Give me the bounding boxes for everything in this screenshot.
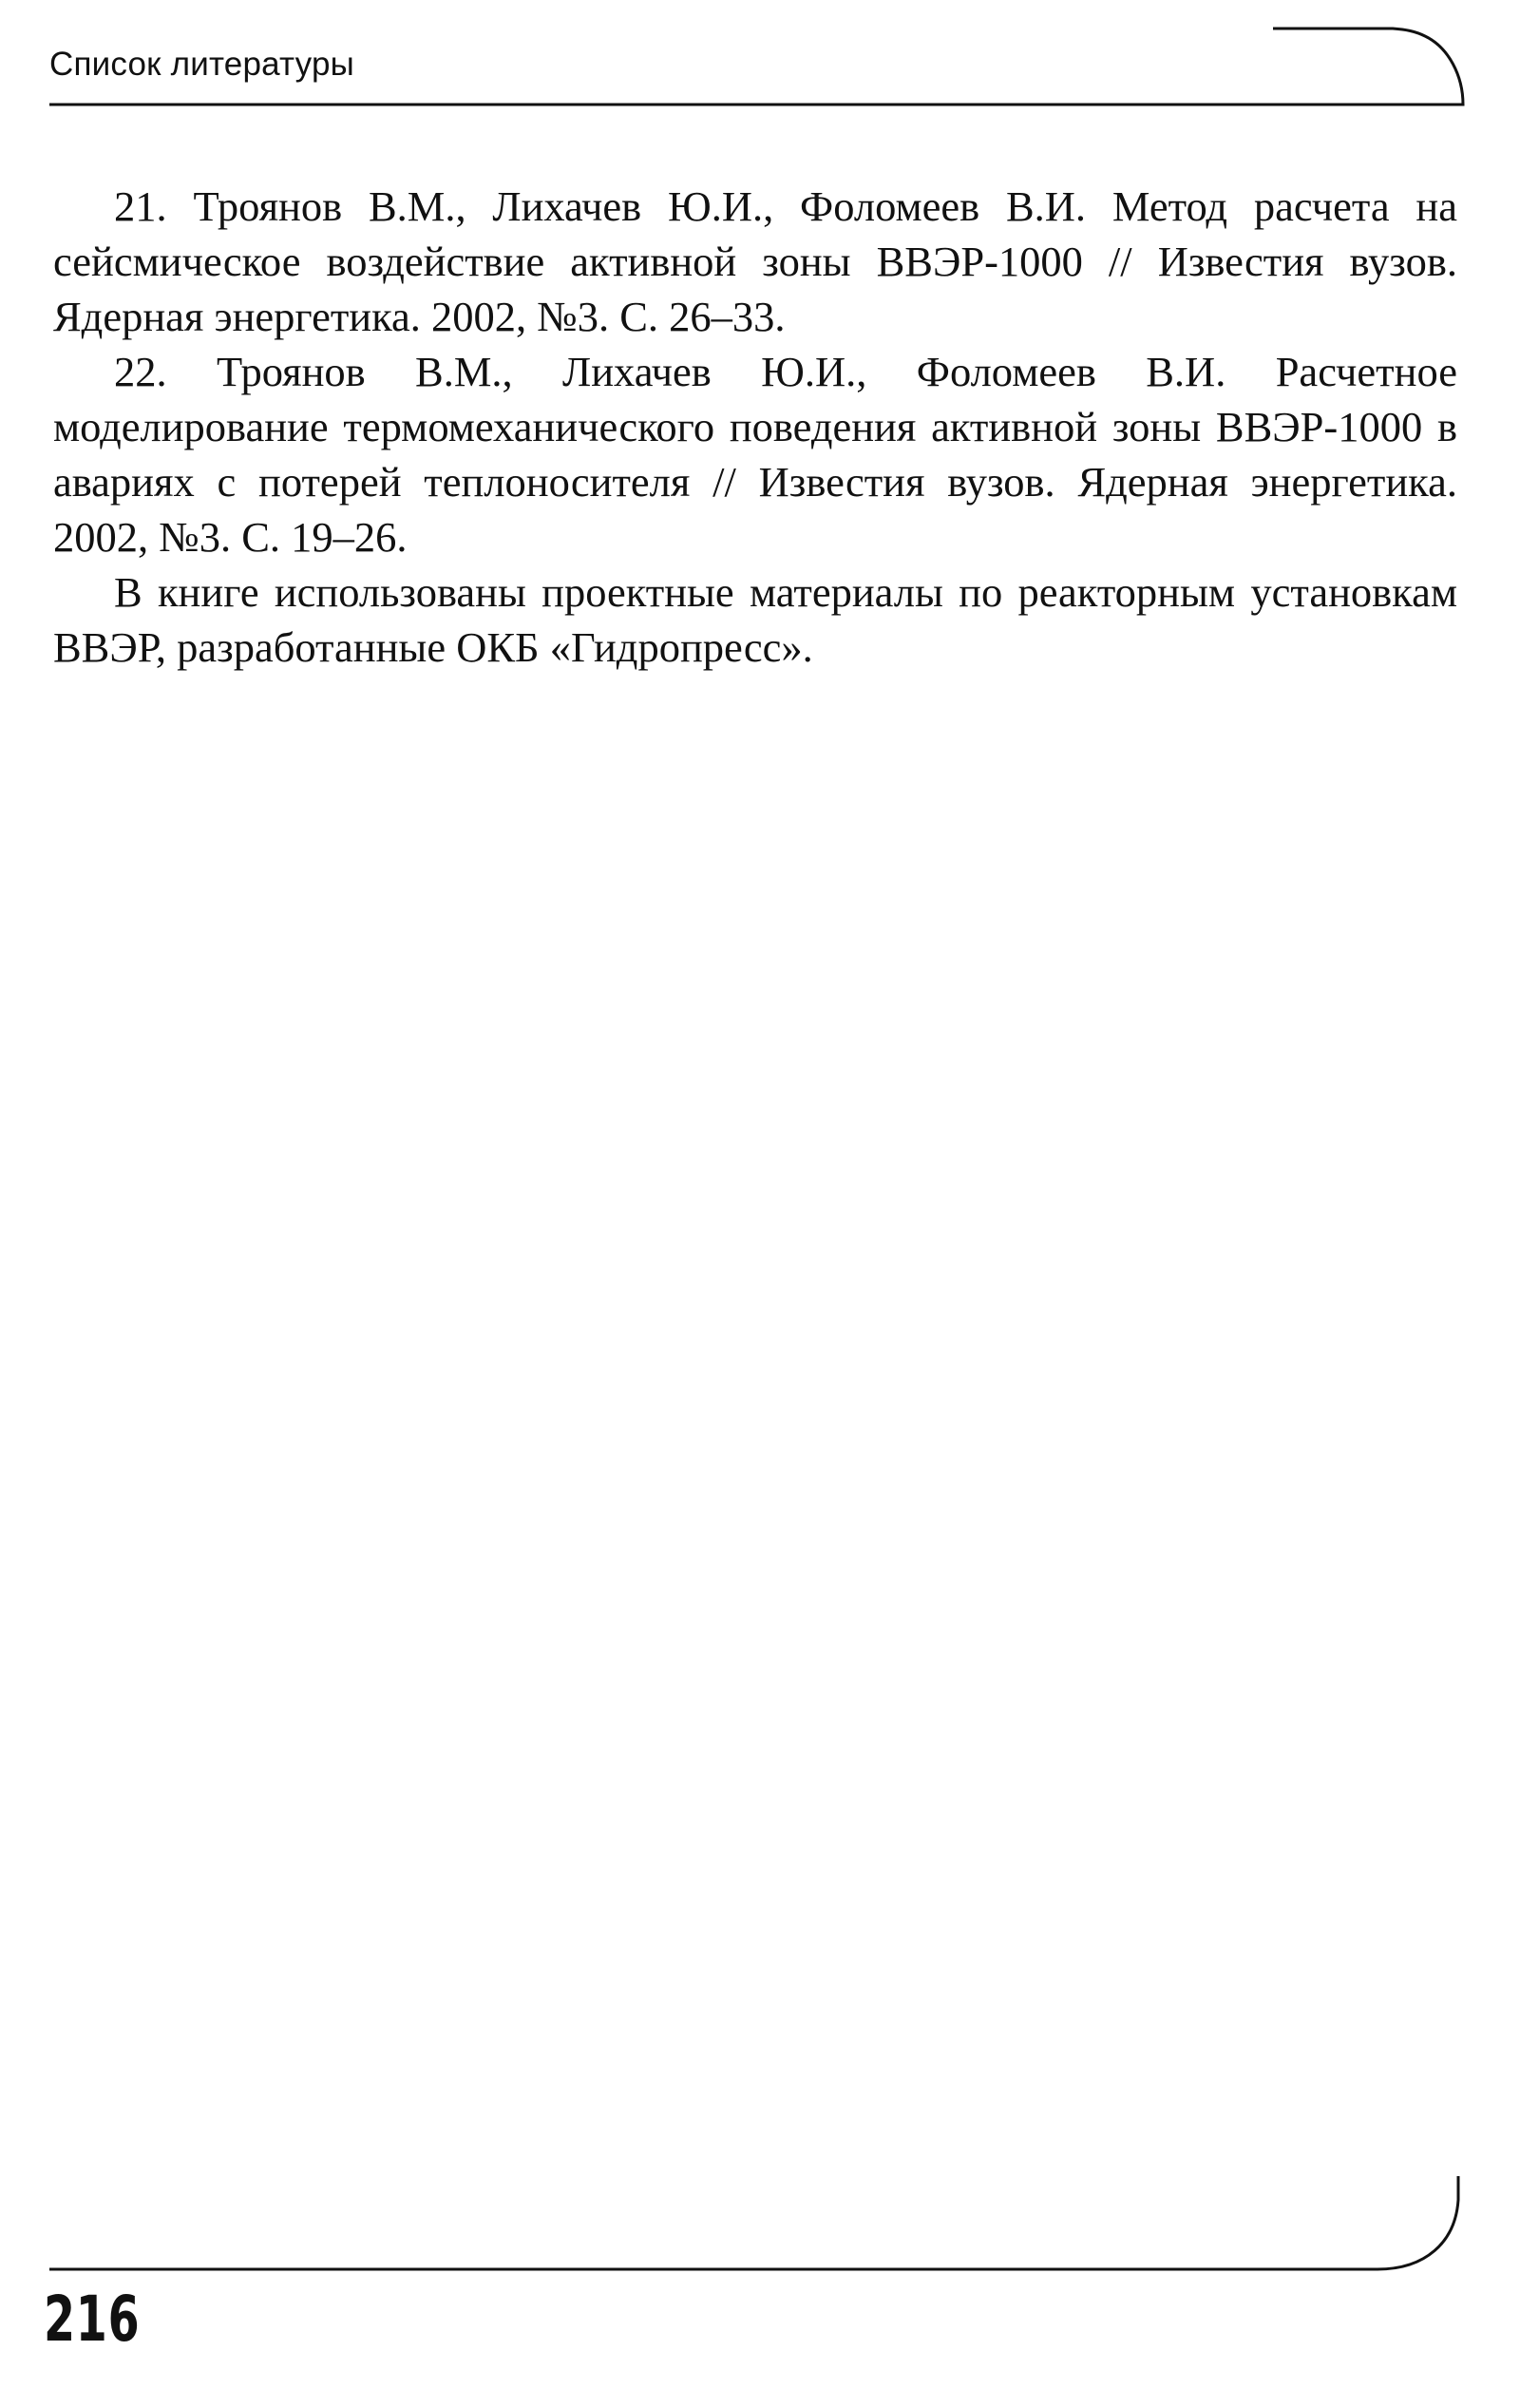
page-number: 216 [44,2283,141,2356]
reference-item-21: 21. Троянов В.М., Лихачев Ю.И., Фоломеев В.И. Метод расчета на сейсмическое воздействие активной зоны ВВЭР-1000 // Известия вузов. Ядерная энергетика. 2002, №3. С. 26–33. [53,182,1457,340]
source-note: В книге использованы проектные материалы по реакторным установкам ВВЭР, разработанные ОКБ «Гидропресс». [53,568,1457,671]
running-header-title: Список литературы [49,46,354,83]
reference-item-22: 22. Троянов В.М., Лихачев Ю.И., Фоломеев В.И. Расчетное моделирование термомеханического поведения активной зоны ВВЭР-1000 в авариях с потерей теплоносителя // Известия вузов. Ядерная энергетика. 2002, №3. С. 19–26. [53,348,1457,561]
footer-rule [49,2176,1458,2269]
page-body [53,179,1457,675]
